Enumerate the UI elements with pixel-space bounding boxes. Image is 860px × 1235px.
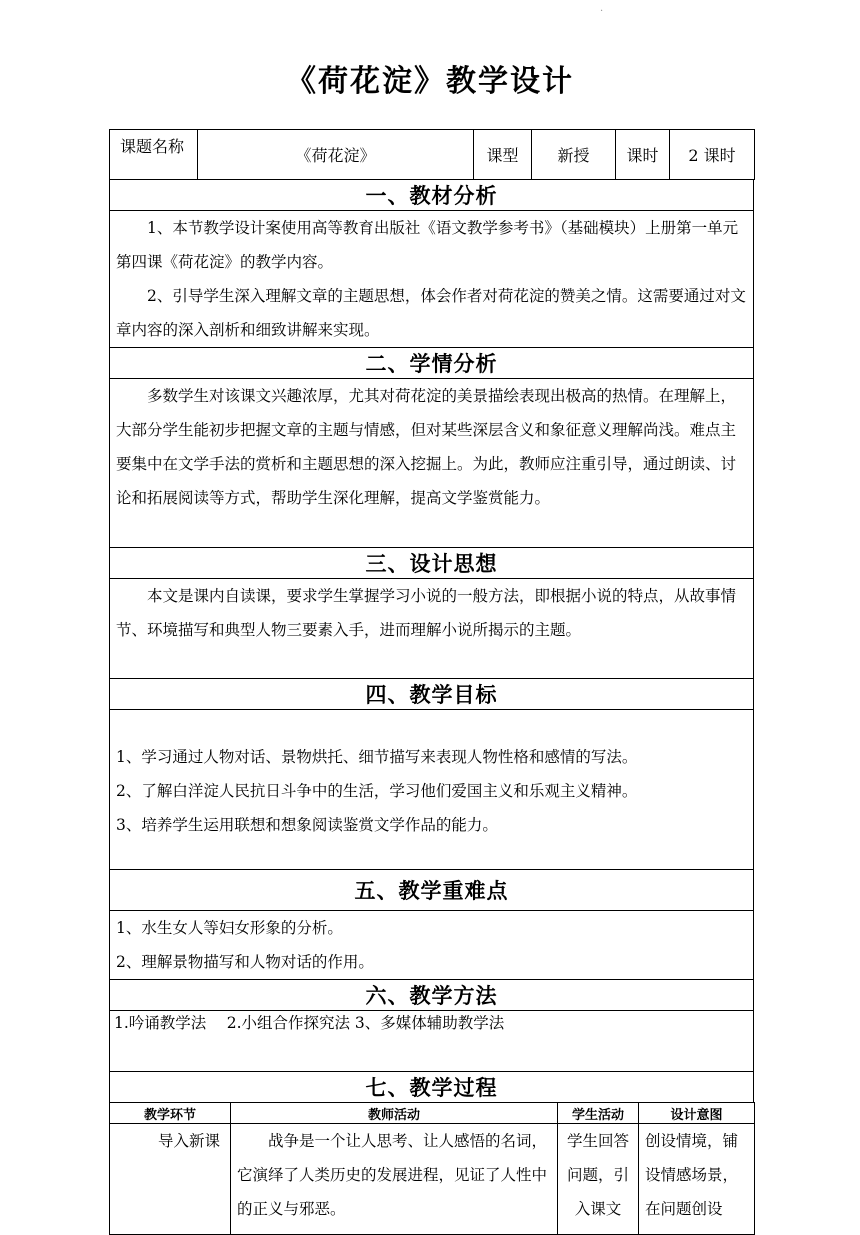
- header-table: [109, 129, 755, 180]
- course-hours-value: 2 课时: [670, 130, 755, 180]
- objective-item: 2、了解白洋淀人民抗日斗争中的生活，学习他们爱国主义和乐观主义精神。: [116, 782, 638, 800]
- keypoint-item: 1、水生女人等妇女形象的分析。: [116, 919, 343, 937]
- process-table: [109, 1102, 755, 1235]
- course-name-label: 课题名称: [110, 130, 198, 180]
- column-header-student: 学生活动: [558, 1103, 639, 1124]
- course-type-value: 新授: [532, 130, 616, 180]
- process-teacher-cell: 战争是一个让人思考、让人感悟的名词，它演绎了人类历史的发展进程，见证了人性中的正义与邪恶。: [231, 1124, 558, 1235]
- section-heading-objectives: 四、教学目标: [110, 679, 754, 710]
- objective-item: 3、培养学生运用联想和想象阅读鉴赏文学作品的能力。: [116, 816, 498, 834]
- objective-item: 1、学习通过人物对话、景物烘托、细节描写来表现人物性格和感情的写法。: [116, 748, 638, 766]
- process-student-cell: 学生回答问题，引入课文: [558, 1124, 639, 1235]
- section-heading-process: 七、教学过程: [110, 1072, 754, 1103]
- lesson-plan-table: [109, 129, 754, 1235]
- section-heading-design: 三、设计思想: [110, 548, 754, 579]
- materials-paragraph-1: 1、本节教学设计案使用高等教育出版社《语文教学参考书》（基础模块）上册第一单元第四课《荷花淀》的教学内容。: [116, 219, 739, 271]
- process-intent-cell: 创设情境，铺设情感场景，在问题创设: [639, 1124, 755, 1235]
- learners-paragraph: 多数学生对该课文兴趣浓厚，尤其对荷花淀的美景描绘表现出极高的热情。在理解上，大部分学生能初步把握文章的主题与情感，但对某些深层含义和象征意义理解尚浅。难点主要集中在文学手法的赏析和主题思想的深入挖掘上。为此，教师应注重引导，通过朗读、讨论和拓展阅读等方式，帮助学生深化理解，提高文学鉴赏能力。: [116, 387, 737, 507]
- column-header-stage: 教学环节: [110, 1103, 231, 1124]
- course-name-value: 《荷花淀》: [198, 130, 474, 180]
- design-paragraph: 本文是课内自读课，要求学生掌握学习小说的一般方法，即根据小说的特点，从故事情节、环境描写和典型人物三要素入手，进而理解小说所揭示的主题。: [116, 587, 737, 639]
- section-heading-methods: 六、教学方法: [110, 980, 754, 1011]
- column-header-teacher: 教师活动: [231, 1103, 558, 1124]
- section-heading-keypoints: 五、教学重难点: [110, 870, 754, 911]
- materials-paragraph-2: 2、引导学生深入理解文章的主题思想，体会作者对荷花淀的赞美之情。这需要通过对文章内容的深入剖析和细致讲解来实现。: [116, 287, 746, 339]
- content-table: [109, 179, 754, 1103]
- course-type-label: 课型: [474, 130, 532, 180]
- corner-dot: ·: [600, 6, 604, 17]
- methods-text: 1.吟诵教学法 2.小组合作探究法 3、多媒体辅助教学法: [114, 1014, 505, 1032]
- keypoint-item: 2、理解景物描写和人物对话的作用。: [116, 953, 374, 971]
- section-heading-materials: 一、教材分析: [110, 180, 754, 211]
- process-stage-cell: 导入新课: [110, 1124, 231, 1235]
- table-row: [110, 1124, 755, 1235]
- column-header-intent: 设计意图: [639, 1103, 755, 1124]
- page-title: 《荷花淀》教学设计: [286, 64, 574, 99]
- section-heading-learners: 二、学情分析: [110, 348, 754, 379]
- course-hours-label: 课时: [616, 130, 670, 180]
